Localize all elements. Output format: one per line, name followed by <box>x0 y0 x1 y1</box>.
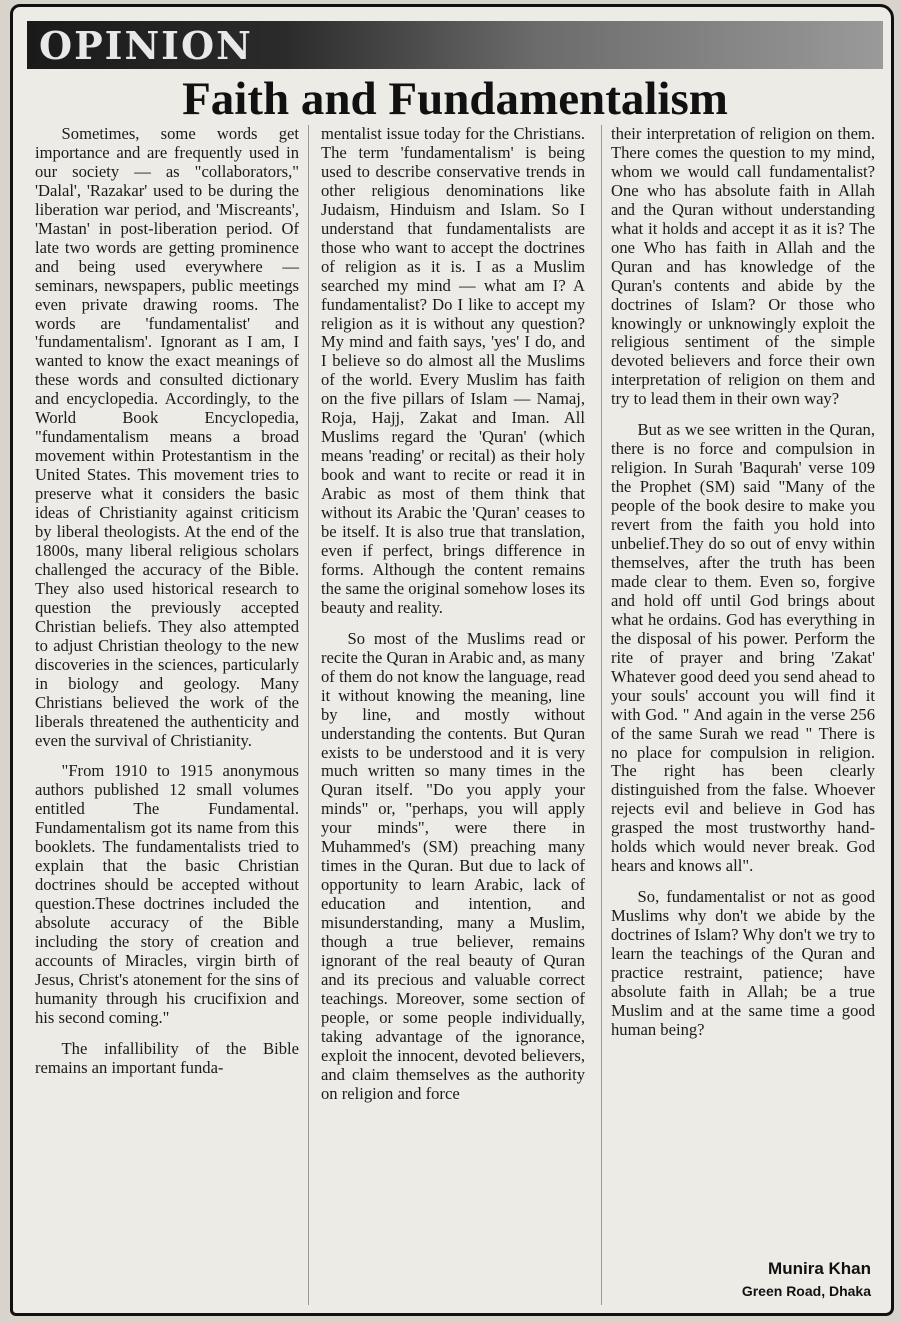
paragraph: So, fundamentalist or not as good Muslims why don't we abide by the doctrines of Islam? Why don't we try to learn the teachings of the Quran and practice restraint, patience; have absolute faith in Allah; be a true Muslim and at the same time a good human being? <box>611 887 875 1039</box>
paragraph: Sometimes, some words get importance and are frequently used in our society — as "collaborators," 'Dalal', 'Razakar' used to be during the liberation war period, and 'Miscreants', 'Mastan' in post-liberation period. Of late two words are getting prominence and being used everywhere — seminars, newspapers, public meetings even private drawing rooms. The words are 'fundamentalist' and 'fundamentalism'. Ignorant as I am, I wanted to know the exact meanings of these words and consulted dictionary and encyclopedia. Accordingly, to the World Book Encyclopedia, "fundamentalism means a broad movement within Protestantism in the United States. This movement tries to preserve what it considers the basic ideas of Christianity against criticism by liberal theologists. At the end of the 1800s, many liberal religious scholars challenged the accuracy of the Bible. They also used historical research to question the previously accepted Christian beliefs. They also attempted to adjust Christian theology to the new discoveries in the sciences, particularly in biology and geology. Many Christians believed the work of the liberals threatened the authenticity and even the survival of Christianity. <box>35 124 299 750</box>
column-divider <box>601 125 602 1305</box>
paragraph: So most of the Muslims read or recite the Quran in Arabic and, as many of them do not know the language, read it without knowing the meaning, line by line, and mostly without understanding the contents. But Quran exists to be understood and it is very much written so many times in the Quran itself. "Do you apply your minds" or, "perhaps, you will apply your minds", were there in Muhammed's (SM) preaching many times in the Quran. But due to lack of opportunity to learn Arabic, lack of education and intention, and misunderstanding, many a Muslim, though a true believer, remains ignorant of the real beauty of Quran and its precious and valuable correct teachings. Moreover, some section of people, or some people individually, taking advantage of the ignorance, exploit the innocent, devoted believers, and claim themselves as the authority on religion and force <box>321 628 585 1103</box>
column-divider <box>308 125 309 1305</box>
article-column-3 <box>611 125 875 1040</box>
article-column-2 <box>321 125 585 1104</box>
paragraph: But as we see written in the Quran, there is no force and compulsion in religion. In Surah 'Baqurah' verse 109 the Prophet (SM) said "Many of the people of the book desire to make you revert from the faith you hold into unbelief.They do so out of envy within themselves, after the truth has been made clear to them. Even so, forgive and hold off until God brings about what he ordains. God has everything in the disposal of his power. Perform the rite of prayer and bring 'Zakat' Whatever good deed you send ahead to your souls' account you will find it with God. " And again in the verse 256 of the same Surah we read " There is no place for compulsion in religion. The right has been clearly distinguished from the false. Whoever rejects evil and believe in God has grasped the most trustworthy hand-holds which would never break. God hears and knows all". <box>611 420 875 876</box>
article-headline: Faith and Fundamentalism <box>182 73 728 125</box>
paragraph: mentalist issue today for the Christians. The term 'fundamentalism' is being used to describe conservative trends in other religious denominations like Judaism, Hinduism and Islam. So I understand that fundamentalists are those who want to accept the doctrines of religion as it is. I as a Muslim searched my mind — what am I? A fundamentalist? Do I like to accept my religion as it is without any question? My mind and faith says, 'yes' I do, and I believe so do almost all the Muslims of the world. Every Muslim has faith on the five pillars of Islam — Namaj, Roja, Hajj, Zakat and Iman. All Muslims regard the 'Quran' (which means 'reading' or recital) as their holy book and want to recite or read it in Arabic as most of them think that without its Arabic the 'Quran' ceases to be itself. It is also true that translation, even if perfect, brings difference in forms. Although the content remains the same the original somehow loses its beauty and reality. <box>321 124 585 617</box>
article-column-1 <box>35 125 299 1078</box>
section-banner <box>27 21 883 69</box>
author-name: Munira Khan <box>768 1259 871 1278</box>
author-location: Green Road, Dhaka <box>741 1283 871 1299</box>
paragraph: The infallibility of the Bible remains an important funda- <box>35 1038 299 1077</box>
section-label: OPINION <box>39 23 253 68</box>
paragraph: their interpretation of religion on them. There comes the question to my mind, whom we would call fundamentalist? One who has absolute faith in Allah and the Quran without understanding what it holds and accept it as it is? The one Who has faith in Allah and the Quran and has knowledge of the Quran's contents and abide by the doctrines of Islam? Or those who knowingly or unknowingly exploit the religious sentiment of the simple devoted believers and force their own interpretation of religion on them and try to lead them in their own way? <box>611 124 875 409</box>
newspaper-clipping <box>10 4 894 1316</box>
paragraph: "From 1910 to 1915 anonymous authors published 12 small volumes entitled The Fundamental. Fundamentalism got its name from this booklets. The fundamentalists tried to explain that the basic Christian doctrines should be accepted without question.These doctrines included the absolute accuracy of the Bible including the story of creation and accounts of Miracles, virgin birth of Jesus, Christ's atonement for the sins of humanity through his crucifixion and his second coming." <box>35 761 299 1027</box>
